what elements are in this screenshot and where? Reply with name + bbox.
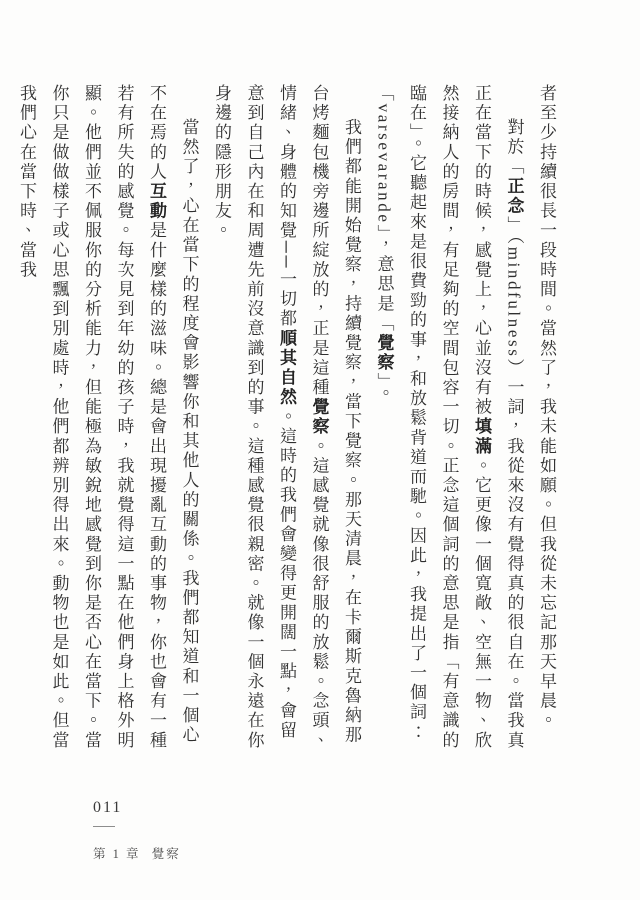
text-run: 。這時的我們會變得更開闊一點，會留意到自己內在和周遭先前沒意識到的事。這種感覺很親密。就像一個永遠在你身邊的隱形朋友。 [212,84,296,751]
paragraph [205,84,368,752]
chapter-line [93,844,181,862]
emphasized-term: 互動 [147,182,166,222]
text-run: 當然了，心在當下的程度會影響你和其他人的關係。我們都知道和一個心不在焉的人 [147,84,199,746]
emphasized-term: 順其自然 [277,328,296,408]
page-text [10,84,563,752]
page-number: 011 [93,799,123,816]
chapter-title: 覺察 [151,847,181,861]
text-run: 我們都能開始覺察，持續覺察，當下覺察。那天清晨，在卡爾斯克魯納那台烤麵包機旁邊所綻放的，正是這種 [309,84,361,746]
text-run: 是什麼樣的滋味。總是會出現擾亂互動的事物，你也會有一種若有所失的感覺。每次見到年幼的孩子時，我就覺得這一點在他們身上格外明顯。他們並不佩服你的分析能力，但能極為敏銳地感覺到你是否心在當下。當你只是做做樣子或心思飄到別處時，他們都辨別得出來。動物也是如此。但當我們心在當下時、當我 [17,84,166,751]
page-footer [93,799,181,862]
text-run: 。它更像一個寬敞、空無一物、欣然接納人的房間，有足夠的空間包容一切。正念這個詞的意思是指「有意識的臨在」。它聽起來是很費勁的事，和放鬆背道而馳。因此，我提出了一個詞：「varsevarande」，意思是「 [374,84,491,751]
emphasized-term: 填滿 [472,417,491,457]
text-run: 。這感覺就像很舒服的放鬆。念頭、情緒、身體的知覺──一切都 [277,84,329,751]
page-number-rule [93,826,115,827]
chapter-label: 第 1 章 [93,847,141,861]
text-run: 」。 [374,372,394,404]
text-run: 對於「 [504,118,524,177]
paragraph [530,84,563,752]
emphasized-term: 覺察 [374,333,394,373]
text-run: 者至少持續很長一段時間。當然了，我未能如願。但我從未忘記那天早晨。 [537,84,556,731]
paragraph [10,84,205,752]
emphasized-term: 正念 [504,176,524,217]
emphasized-term: 覺察 [309,397,329,437]
paragraph [367,84,530,752]
text-run: 」（mindfulness）一詞，我從來沒有覺得真的很自在。當我真正在當下的時候，感覺上，心並沒有被 [472,84,524,751]
